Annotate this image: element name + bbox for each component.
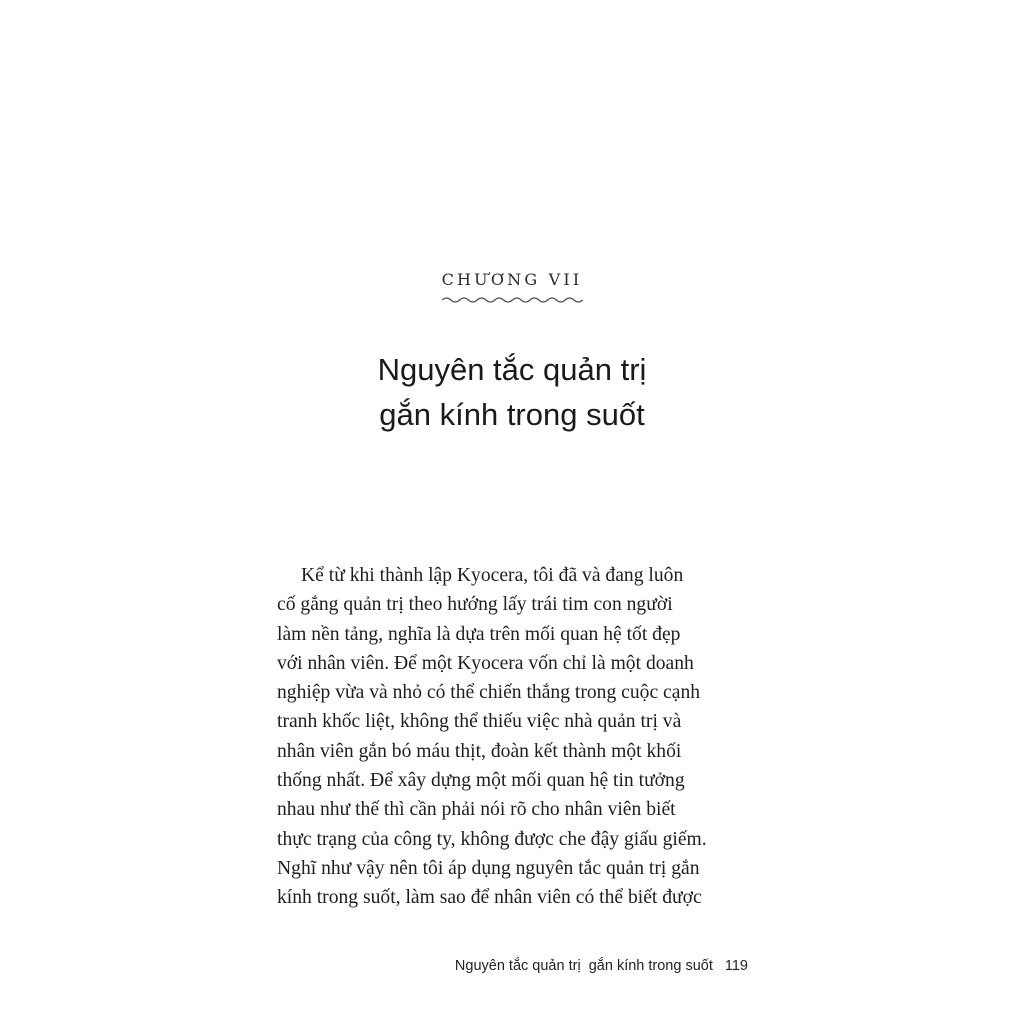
body-line: nhân viên gắn bó máu thịt, đoàn kết thành một khối: [277, 740, 682, 762]
body-line: cố gắng quản trị theo hướng lấy trái tim con người: [277, 594, 673, 616]
chapter-label: CHƯƠNG VII: [441, 270, 583, 289]
running-title: Nguyên tắc quản trị gắn kính trong suốt: [454, 958, 713, 974]
page-footer: [455, 958, 748, 974]
body-line: kính trong suốt, làm sao để nhân viên có thể biết được: [277, 887, 702, 909]
wave-ornament: [442, 295, 585, 305]
chapter-title-line-1: Nguyên tắc quản trị: [377, 352, 647, 387]
body-line: Nghĩ như vậy nên tôi áp dụng nguyên tắc quản trị gắn: [277, 857, 700, 879]
body-line: nhau như thế thì cần phải nói rõ cho nhân viên biết: [277, 799, 676, 821]
body-line: nghiệp vừa và nhỏ có thể chiến thắng trong cuộc cạnh: [277, 682, 701, 704]
chapter-title: [0, 347, 1024, 437]
chapter-title-line-2: gắn kính trong suốt: [379, 397, 645, 432]
body-paragraph: [277, 561, 757, 913]
page-number: 119: [724, 958, 748, 974]
body-line: tranh khốc liệt, không thể thiếu việc nhà quản trị và: [277, 711, 682, 733]
body-line: làm nền tảng, nghĩa là dựa trên mối quan hệ tốt đẹp: [277, 623, 681, 645]
body-line: thực trạng của công ty, không được che đậy giấu giếm.: [277, 828, 707, 850]
body-line: với nhân viên. Để một Kyocera vốn chỉ là một doanh: [277, 652, 694, 674]
body-line: thống nhất. Để xây dựng một mối quan hệ tin tưởng: [277, 770, 685, 792]
body-line: Kể từ khi thành lập Kyocera, tôi đã và đang luôn: [301, 565, 684, 586]
